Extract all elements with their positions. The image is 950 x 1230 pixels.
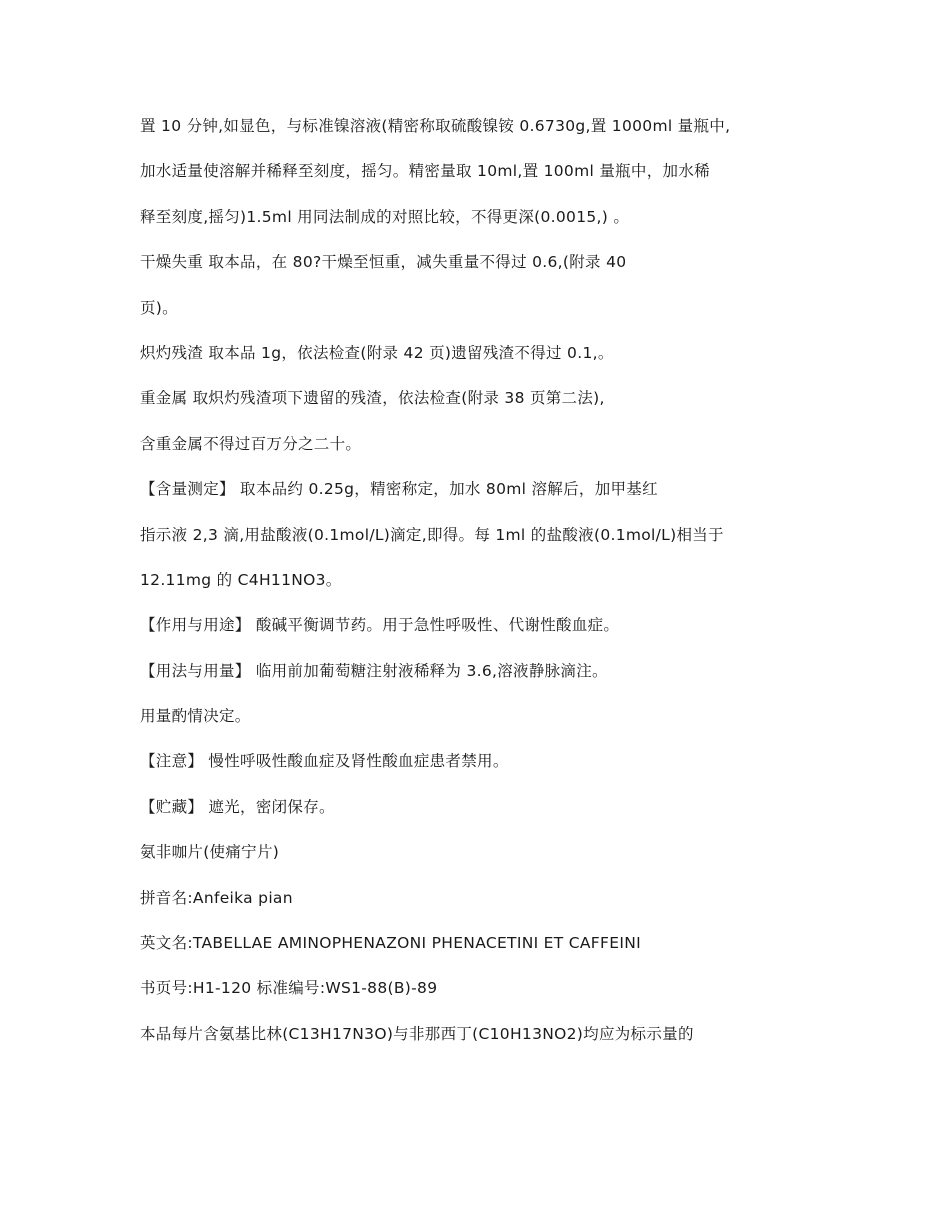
text-line: 加水适量使溶解并稀释至刻度，摇匀。精密量取 10ml,置 100ml 量瓶中，加水稀 — [140, 162, 710, 181]
text-line: 英文名:TABELLAE AMINOPHENAZONI PHENACETINI ET CAFFEINI — [140, 934, 641, 953]
text-line: 拼音名:Anfeika pian — [140, 888, 293, 907]
text-line: 干燥失重 取本品，在 80?干燥至恒重，减失重量不得过 0.6,(附录 40 — [140, 253, 627, 272]
text-line: 指示液 2,3 滴,用盐酸液(0.1mol/L)滴定,即得。每 1ml 的盐酸液(0.1mol/L)相当于 — [140, 525, 724, 544]
text-line: 释至刻度,摇匀)1.5ml 用同法制成的对照比较，不得更深(0.0015,) 。 — [140, 207, 630, 226]
text-line: 置 10 分钟,如显色，与标准镍溶液(精密称取硫酸镍铵 0.6730g,置 1000ml 量瓶中, — [140, 117, 731, 135]
text-line: 用量酌情决定。 — [140, 707, 251, 726]
text-line: 炽灼残渣 取本品 1g，依法检查(附录 42 页)遗留残渣不得过 0.1,。 — [140, 343, 614, 362]
text-line: 【含量测定】 取本品约 0.25g，精密称定，加水 80ml 溶解后，加甲基红 — [140, 480, 658, 499]
text-line: 【用法与用量】 临用前加葡萄糖注射液稀释为 3.6,溶液静脉滴注。 — [140, 661, 608, 680]
text-line: 【作用与用途】 酸碱平衡调节药。用于急性呼吸性、代谢性酸血症。 — [140, 616, 620, 635]
document-body — [140, 116, 820, 1069]
text-line: 本品每片含氨基比林(C13H17N3O)与非那西丁(C10H13NO2)均应为标示量的 — [140, 1024, 694, 1043]
text-line: 含重金属不得过百万分之二十。 — [140, 434, 362, 453]
text-line: 页)。 — [140, 298, 178, 317]
text-line: 书页号:H1-120 标准编号:WS1-88(B)-89 — [140, 979, 438, 998]
text-line: 重金属 取炽灼残渣项下遗留的残渣，依法检查(附录 38 页第二法), — [140, 389, 605, 408]
text-line: 【贮藏】 遮光，密闭保存。 — [140, 797, 335, 816]
text-line: 12.11mg 的 C4H11NO3。 — [140, 570, 342, 589]
text-line: 【注意】 慢性呼吸性酸血症及肾性酸血症患者禁用。 — [140, 752, 509, 771]
text-line: 氨非咖片(使痛宁片) — [140, 843, 280, 862]
